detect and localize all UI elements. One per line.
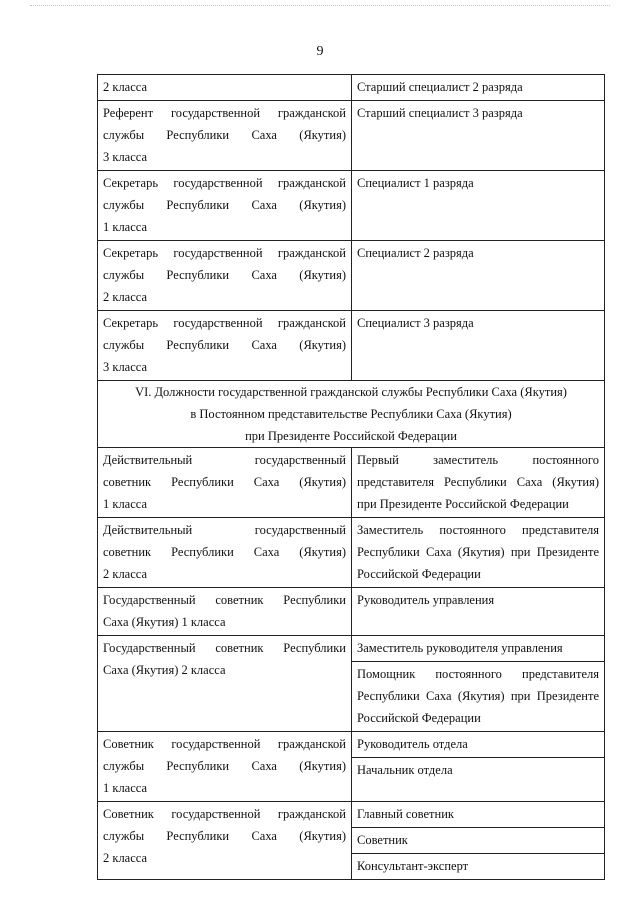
cell-text-line: 1 класса: [103, 781, 148, 795]
section-heading-body: [98, 381, 605, 448]
page-number: 9: [316, 44, 324, 59]
position-sub-cell: [352, 448, 604, 517]
cell-text-line: Саха (Якутия) 2 класса: [103, 663, 226, 677]
cell-text-line: службы Республики Саха (Якутия): [103, 829, 346, 843]
class-rank-cell: [98, 101, 352, 171]
cell-text-line: Первый заместитель постоянного: [357, 453, 599, 467]
cell-text-line: Руководитель управления: [357, 593, 495, 607]
position-cell: [352, 588, 605, 636]
position-cell: [352, 448, 605, 518]
section-heading: [98, 381, 605, 448]
cell-text-line: Заместитель руководителя управления: [357, 641, 563, 655]
cell-text-line: Республики Саха (Якутия) при Президенте: [357, 689, 599, 703]
class-rank-cell: [98, 311, 352, 381]
cell-text-line: службы Республики Саха (Якутия): [103, 128, 346, 142]
class-rank-cell: [98, 448, 352, 518]
class-rank-cell: [98, 241, 352, 311]
class-rank-cell: [98, 636, 352, 732]
class-rank-cell: [98, 518, 352, 588]
position-cell: [352, 241, 605, 311]
cell-text-line: Государственный советник Республики: [103, 641, 346, 655]
position-sub-cell: [352, 827, 604, 853]
cell-text-line: Секретарь государственной гражданской: [103, 176, 346, 190]
table-row: [98, 636, 605, 732]
position-sub-cell: [352, 757, 604, 783]
table-row: [98, 588, 605, 636]
position-sub-cell: [352, 588, 604, 613]
cell-text-line: Главный советник: [357, 807, 454, 821]
position-sub-cell: [352, 853, 604, 879]
table-body-top: [98, 75, 605, 381]
position-cell: [352, 75, 605, 101]
class-rank-cell: [98, 588, 352, 636]
class-rank-cell: [98, 802, 352, 880]
cell-text-line: Руководитель отдела: [357, 737, 468, 751]
table-row: [98, 311, 605, 381]
positions-table-container: [97, 74, 604, 880]
cell-text-line: при Президенте Российской Федерации: [357, 497, 569, 511]
cell-text-line: 2 класса: [103, 80, 148, 94]
class-rank-cell: [98, 171, 352, 241]
position-sub-cell: [352, 802, 604, 827]
cell-text-line: 3 класса: [103, 150, 148, 164]
cell-text-line: представителя Республики Саха (Якутия): [357, 475, 599, 489]
table-row: [98, 101, 605, 171]
class-rank-cell: [98, 75, 352, 101]
position-sub-cell: [352, 518, 604, 587]
table-body-bottom: [98, 448, 605, 880]
cell-text-line: Республики Саха (Якутия) при Президенте: [357, 545, 599, 559]
position-cell: [352, 732, 605, 802]
cell-text-line: 2 класса: [103, 851, 148, 865]
cell-text-line: Старший специалист 3 разряда: [357, 106, 523, 120]
table-row: [98, 802, 605, 880]
section-heading-line: VI. Должности государственной гражданской службы Республики Саха (Якутия): [135, 385, 567, 399]
cell-text-line: Российской Федерации: [357, 711, 481, 725]
table-row: [98, 171, 605, 241]
cell-text-line: советник Республики Саха (Якутия): [103, 545, 346, 559]
cell-text-line: службы Республики Саха (Якутия): [103, 338, 346, 352]
scan-edge-artifact: [30, 5, 610, 8]
cell-text-line: Действительный государственный: [103, 523, 346, 537]
position-cell: [352, 311, 605, 381]
cell-text-line: Советник: [357, 833, 408, 847]
cell-text-line: Советник государственной гражданской: [103, 807, 346, 821]
cell-text-line: Заместитель постоянного представителя: [357, 523, 599, 537]
table-row: [98, 732, 605, 802]
cell-text-line: советник Республики Саха (Якутия): [103, 475, 346, 489]
table-row: [98, 518, 605, 588]
class-rank-cell: [98, 732, 352, 802]
cell-text-line: службы Республики Саха (Якутия): [103, 759, 346, 773]
cell-text-line: Старший специалист 2 разряда: [357, 80, 523, 94]
cell-text-line: 1 класса: [103, 220, 148, 234]
positions-table: [97, 74, 605, 880]
cell-text-line: 2 класса: [103, 290, 148, 304]
cell-text-line: Секретарь государственной гражданской: [103, 316, 346, 330]
position-cell: [352, 171, 605, 241]
cell-text-line: Российской Федерации: [357, 567, 481, 581]
position-cell: [352, 101, 605, 171]
cell-text-line: Помощник постоянного представителя: [357, 667, 599, 681]
cell-text-line: 3 класса: [103, 360, 148, 374]
position-sub-cell: [352, 661, 604, 731]
cell-text-line: Начальник отдела: [357, 763, 453, 777]
cell-text-line: Саха (Якутия) 1 класса: [103, 615, 226, 629]
cell-text-line: Секретарь государственной гражданской: [103, 246, 346, 260]
position-cell: [352, 518, 605, 588]
cell-text-line: Специалист 2 разряда: [357, 246, 474, 260]
position-sub-cell: [352, 636, 604, 661]
cell-text-line: службы Республики Саха (Якутия): [103, 198, 346, 212]
position-cell: [352, 636, 605, 732]
cell-text-line: Государственный советник Республики: [103, 593, 346, 607]
table-row: [98, 448, 605, 518]
position-sub-cell: [352, 732, 604, 757]
cell-text-line: Референт государственной гражданской: [103, 106, 346, 120]
table-row: [98, 75, 605, 101]
section-heading-line: при Президенте Российской Федерации: [245, 429, 457, 443]
cell-text-line: 2 класса: [103, 567, 148, 581]
table-row: [98, 241, 605, 311]
section-heading-line: в Постоянном представительстве Республики Саха (Якутия): [190, 407, 512, 421]
cell-text-line: службы Республики Саха (Якутия): [103, 268, 346, 282]
cell-text-line: Советник государственной гражданской: [103, 737, 346, 751]
cell-text-line: Консультант-эксперт: [357, 859, 469, 873]
cell-text-line: 1 класса: [103, 497, 148, 511]
cell-text-line: Специалист 1 разряда: [357, 176, 474, 190]
section-heading-row: [98, 381, 605, 448]
cell-text-line: Действительный государственный: [103, 453, 346, 467]
cell-text-line: Специалист 3 разряда: [357, 316, 474, 330]
position-cell: [352, 802, 605, 880]
